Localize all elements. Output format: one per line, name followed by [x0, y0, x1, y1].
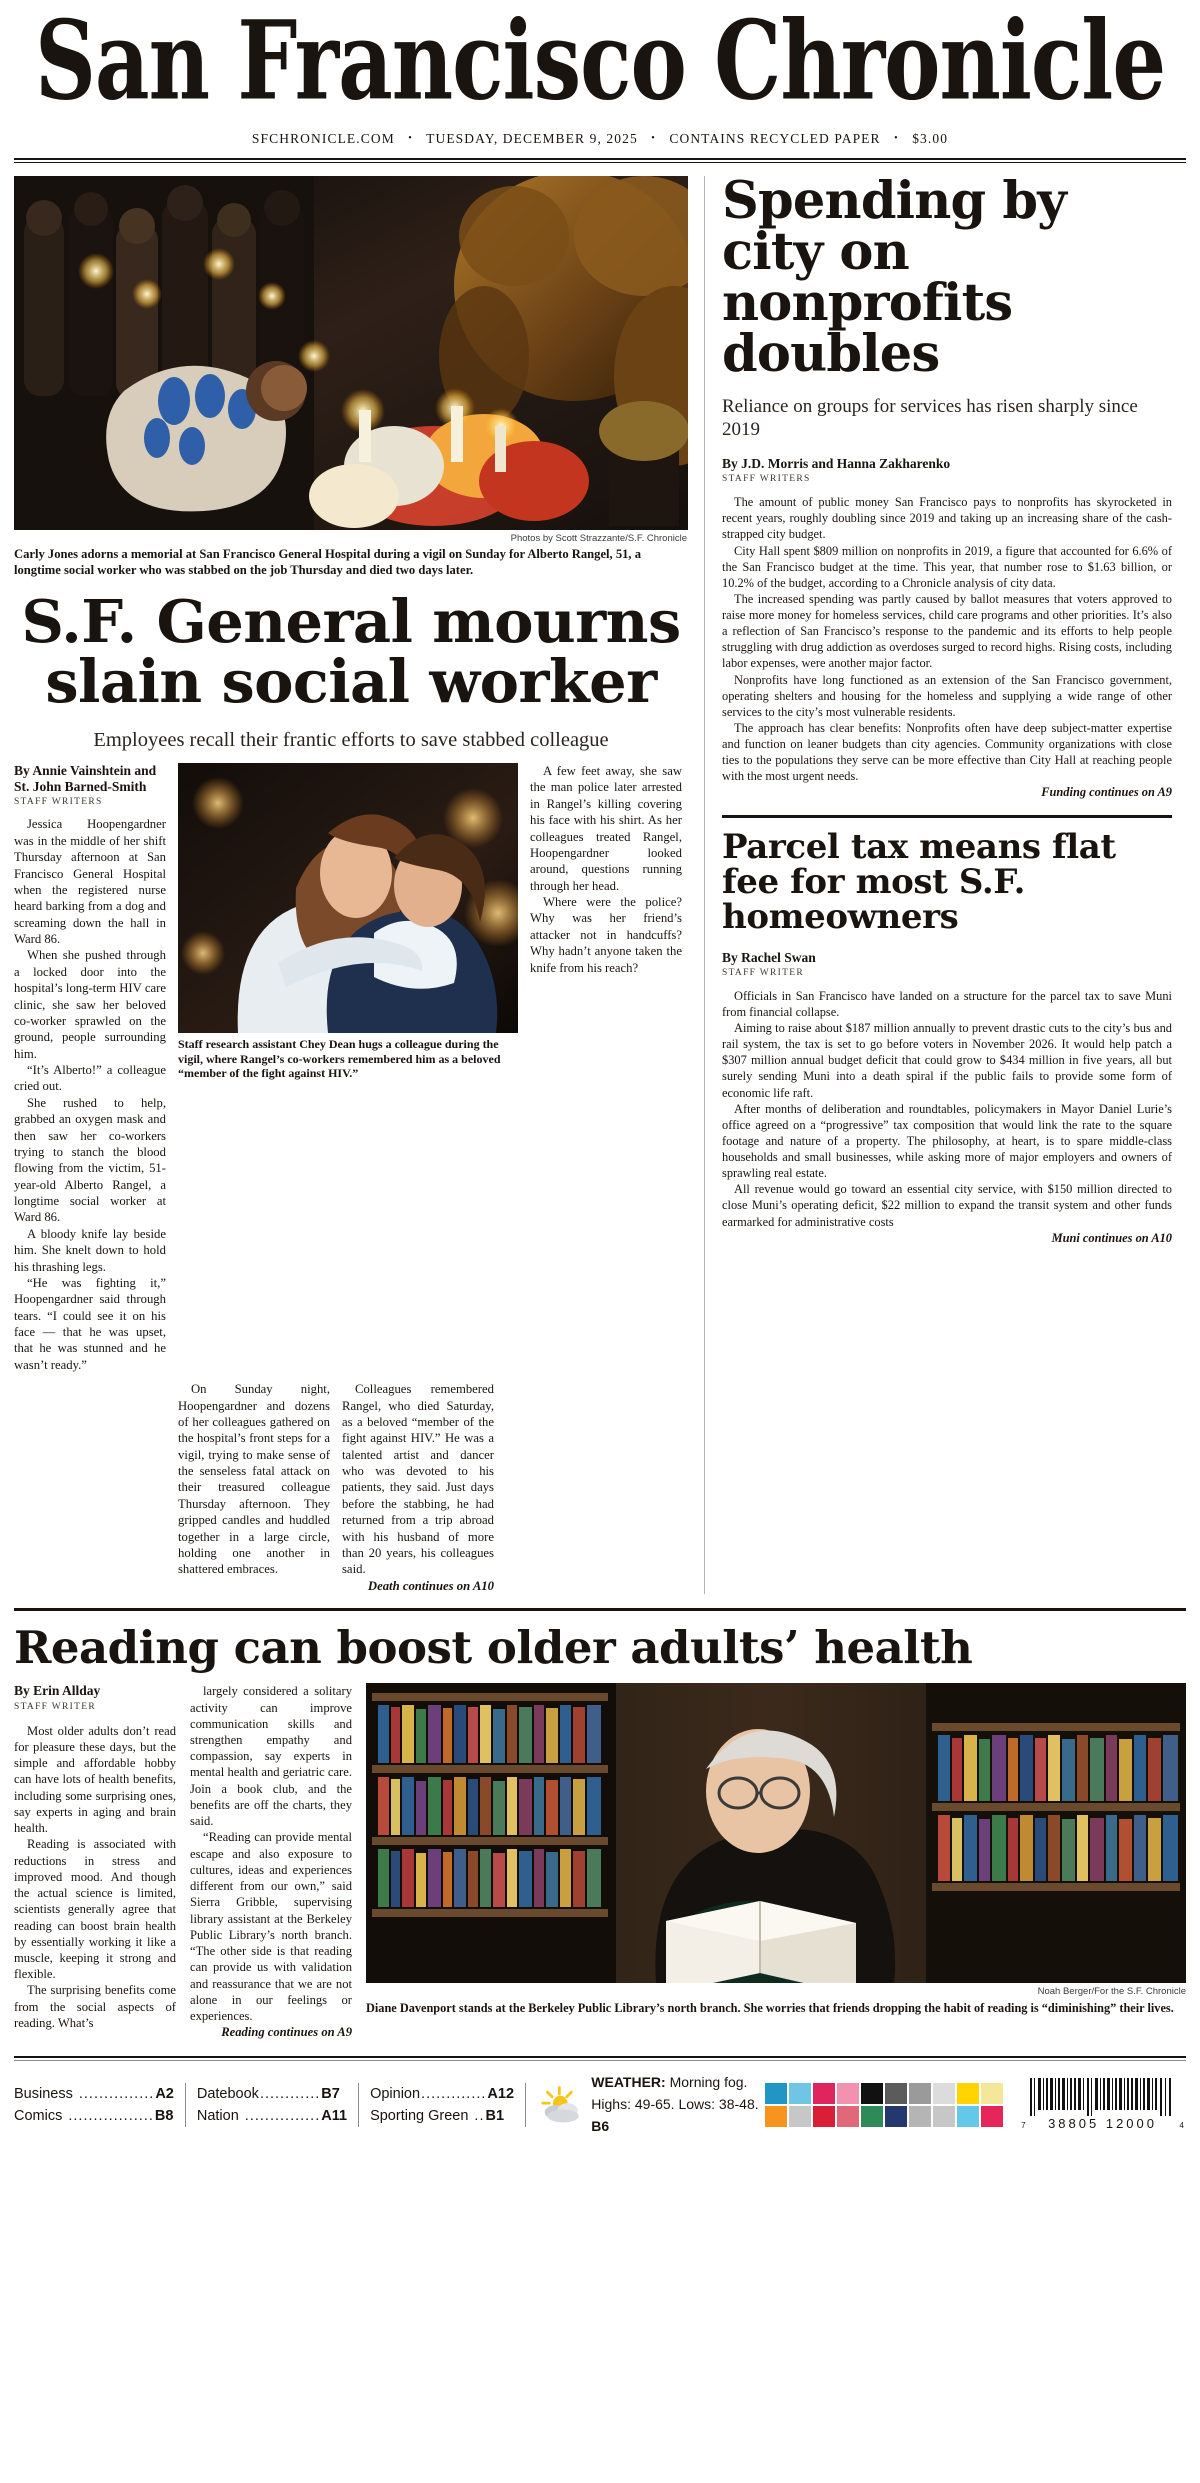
paragraph: The surprising benefits come from the social aspects of reading. What’s — [14, 1983, 176, 2030]
vigil-embrace-photo — [178, 763, 518, 1033]
color-swatch — [909, 2083, 931, 2104]
vigil-embrace-caption: Staff research assistant Chey Dean hugs a colleague during the vigil, where Rangel’s co-workers remembered him as a beloved “member of the fight against HIV.” — [178, 1037, 501, 1081]
color-swatch — [813, 2106, 835, 2127]
lead-jumpline[interactable]: Death continues on A10 — [367, 1578, 494, 1593]
index-entry-page: A2 — [155, 2085, 174, 2102]
index-dots: ............... — [239, 2107, 321, 2124]
lead-byline: By Annie Vainshtein and St. John Barned-Smith — [14, 763, 157, 795]
weather-temperatures: Highs: 49-65. Lows: 38-48. — [591, 2096, 759, 2113]
vigil-embrace-image — [178, 763, 518, 1033]
lead-body-4 — [342, 1381, 494, 1594]
paragraph: Aiming to raise about $187 million annually to prevent drastic cuts to the city’s bus and rail system, the tax is set to go before voters in November 2026. It would help patch a $307 million annual budget deficit that could grow to $434 million in five years, all but surely sending Muni into a death spiral if the public fails to provide some form of economic life raft. — [722, 1021, 1172, 1100]
lead-headline-line-1: S.F. General mourns — [21, 587, 681, 657]
spending-byline-role: STAFF WRITERS — [722, 474, 811, 485]
feature-headline: Reading can boost older adults’ health — [14, 1621, 973, 1675]
paragraph: On Sunday night, Hoopengardner and dozens of her colleagues gathered on the hospital’s front steps for a vigil, trying to make sense of the senseless fatal attack on their treasured colleague Thursday afternoon. They gripped candles and huddled together in a large circle, holding one another in shattered embraces. — [178, 1382, 330, 1577]
color-swatch — [957, 2083, 979, 2104]
color-swatch — [933, 2083, 955, 2104]
paragraph: After months of deliberation and roundtables, policymakers in Mayor Daniel Lurie’s office agreed on a “progressive” tax composition that would link the rate to the square footage and nature of a property. The philosophy, at heart, is to spare middle-class households and small businesses, while asking more of major employers and owners of sprawling real estate. — [722, 1101, 1172, 1181]
library-photo-image — [366, 1683, 1186, 1983]
color-swatch — [837, 2106, 859, 2127]
lead-body-3 — [178, 1381, 330, 1578]
lead-subhead: Employees recall their frantic efforts to save stabbed colleague — [93, 729, 609, 752]
index-group-3 — [370, 2083, 526, 2128]
index-bar — [14, 2072, 1186, 2137]
color-swatch — [957, 2106, 979, 2127]
paragraph: All revenue would go toward an essential city service, with $150 million directed to close Muni’s operating deficit, $22 million to expand the transit system and other funds earmarked for administrative costs — [722, 1182, 1172, 1229]
weather-block — [541, 2072, 765, 2137]
lead-headline — [14, 587, 688, 717]
color-swatch — [765, 2106, 787, 2127]
dateline-date: TUESDAY, DECEMBER 9, 2025 — [426, 131, 638, 147]
parcel-tax-body — [722, 988, 1172, 1246]
index-entry-page: B8 — [154, 2107, 174, 2124]
index-entry-page: B7 — [321, 2085, 340, 2102]
index-entry-page: A12 — [487, 2085, 515, 2102]
lead-story-grid — [14, 763, 688, 1373]
dateline-recycled: CONTAINS RECYCLED PAPER — [669, 131, 881, 147]
lead-photo-caption: Carly Jones adorns a memorial at San Francisco General Hospital during a vigil on Sunday for Alberto Rangel, 51, a longtime social worker who was stabbed on the job Thursday and died two days later. — [14, 547, 642, 578]
paragraph: She rushed to help, grabbed an oxygen mask and then saw her co-workers trying to stanch the blood flowing from the victim, 51-year-old Alberto Rangel, a longtime social worker at Ward 86. — [14, 1095, 166, 1225]
spending-jumpline[interactable]: Funding continues on A9 — [1041, 785, 1172, 800]
barcode-digits: 38805 12000 — [1048, 2116, 1157, 2132]
index-dots: .. — [469, 2107, 485, 2124]
index-dots: ............ — [259, 2085, 321, 2102]
lead-body-2 — [530, 763, 682, 976]
index-dots: ............... — [73, 2085, 155, 2102]
masthead-rule — [14, 158, 1186, 163]
index-dots: ............. — [421, 2085, 487, 2102]
color-swatch — [789, 2083, 811, 2104]
paragraph: Most older adults don’t read for pleasure these days, but the simple and affordable hobby can have lots of health benefits, including some surprising ones, say experts in aging and brain health. — [14, 1723, 176, 1836]
color-swatch — [813, 2083, 835, 2104]
index-entry-name: Datebook — [196, 2085, 259, 2102]
index-rule — [14, 2056, 1186, 2061]
feature-photo-block — [366, 1683, 1186, 2040]
feature-photo-credit: Noah Berger/For the S.F. Chronicle — [1037, 1986, 1186, 1998]
paragraph: City Hall spent $809 million on nonprofits in 2019, a figure that accounted for 6.6% of the San Francisco budget at the time. This year, that number rose to $1.63 billion, or 10.2% of the budget, according to a Chronicle analysis of city data. — [722, 543, 1172, 590]
lead-body-1 — [14, 816, 166, 1373]
dateline-separator-1: • — [408, 133, 413, 145]
index-group-1 — [14, 2083, 186, 2128]
spending-byline: By J.D. Morris and Hanna Zakharenko — [722, 455, 951, 471]
weather-label: WEATHER: — [591, 2074, 666, 2091]
spending-body — [722, 494, 1172, 800]
index-entry[interactable] — [370, 2105, 514, 2127]
color-swatch — [885, 2106, 907, 2127]
lead-headline-line-2: slain social worker — [45, 647, 657, 717]
color-swatch — [981, 2106, 1003, 2127]
lead-column-3-spacer — [14, 1381, 166, 1594]
sun-cloud-icon — [541, 2084, 583, 2126]
lead-byline-role: STAFF WRITERS — [14, 797, 103, 808]
color-swatch — [933, 2106, 955, 2127]
parcel-tax-jumpline[interactable]: Muni continues on A10 — [1051, 1230, 1172, 1245]
index-entry-name: Comics — [14, 2107, 63, 2124]
paragraph: The approach has clear benefits: Nonprofits often have deep subject-matter expertise and function on leaner budgets than city agencies. Community organizations with close ties to the populations they serve can be more effective than City Hall at reaching people with the most urgent needs. — [722, 720, 1172, 784]
paragraph: largely considered a solitary activity can improve communication skills and strengthen empathy and compassion, say experts in mental health and geriatric care. Join a book club, and the benefits are off the charts, they said. — [190, 1684, 352, 1829]
lead-column-1 — [14, 763, 166, 1373]
color-swatch — [789, 2106, 811, 2127]
parcel-tax-byline: By Rachel Swan — [722, 949, 816, 965]
paragraph: When she pushed through a locked door into the hospital’s long-term HIV care clinic, she saw her beloved co-worker sprawled on the ground, people surrounding him. — [14, 948, 166, 1061]
paragraph: Reading is associated with reductions in stress and improved mood. And though the actual science is limited, scientists generally agree that reading can boost brain health by essentially working it like a muscle, keeping it strong and flexible. — [14, 1837, 176, 1982]
feature-grid — [14, 1683, 1186, 2040]
lead-photo-credit: Photos by Scott Strazzante/S.F. Chronicle — [510, 533, 687, 545]
paragraph: Colleagues remembered Rangel, who died Saturday, as a beloved “member of the fight against HIV.” He was a talented artist and dancer who was devoted to his patients, they said. Just days before the stabbing, he had returned from a trip abroad with his husband of more than 20 years, his colleagues said. — [342, 1382, 494, 1577]
color-row-1 — [765, 2083, 1003, 2104]
index-entry-name: Nation — [196, 2107, 239, 2124]
barcode-left-digit: 7 — [1021, 2121, 1026, 2131]
parcel-tax-headline: Parcel tax means flat fee for most S.F. homeowners — [722, 826, 1116, 938]
library-photo — [366, 1683, 1186, 1983]
index-dots: ................. — [63, 2107, 154, 2124]
color-swatch — [861, 2106, 883, 2127]
index-entry-page: B1 — [485, 2107, 505, 2124]
barcode — [1019, 2078, 1186, 2131]
color-swatch — [837, 2083, 859, 2104]
dateline-separator-3: • — [894, 133, 899, 145]
paragraph: Jessica Hoopengardner was in the middle of her shift Thursday afternoon at San Francisco General Hospital when the registered nurse heard barking from a dog and screaming down the hall in Ward 86. — [14, 817, 166, 947]
paragraph: A few feet away, she saw the man police later arrested in Rangel’s killing covering his face with his shirt. As her colleagues treated Rangel, Hoopengardner looked around, questions running through her head. — [530, 764, 682, 893]
feature-jumpline[interactable]: Reading continues on A9 — [221, 2025, 352, 2040]
color-swatch — [885, 2083, 907, 2104]
lead-center-block — [178, 763, 518, 1373]
feature-divider — [14, 1608, 1186, 1611]
feature-byline: By Erin Allday — [14, 1683, 101, 1699]
index-entry[interactable] — [14, 2083, 174, 2105]
paragraph: The increased spending was partly caused by ballot measures that voters approved to raise more money for homeless services, child care programs and other priorities. It’s also a reflection of San Francisco’s response to the pandemic and its efforts to help people struggling with drug addiction as overdoses surged to record highs. Rising costs, including labor expenses, were another major factor. — [722, 591, 1172, 671]
lead-photo-vigil — [14, 176, 688, 530]
index-entry[interactable] — [14, 2105, 174, 2127]
feature-byline-role: STAFF WRITER — [14, 1702, 96, 1713]
paragraph: “Reading can provide mental escape and also exposure to cultures, ideas and experiences different from our own,” said Sierra Gribble, supervising library assistant at the Berkeley Public Library’s north branch. “The other side is that reading can provide us with validation and reassurance that we are not alone in our feelings or experiences. — [190, 1830, 352, 2023]
lead-column-5-spacer — [506, 1381, 658, 1594]
index-entry-name: Business — [14, 2085, 73, 2102]
paragraph: “He was fighting it,” Hoopengardner said through tears. “I could see it on his face — that he was upset, that he was stunned and he wasn’t ready.” — [14, 1275, 166, 1372]
index-entry[interactable] — [197, 2083, 347, 2105]
color-registration-bars — [765, 2083, 1003, 2127]
weather-text — [591, 2072, 765, 2137]
feature-column-1 — [14, 1683, 176, 2040]
dateline — [14, 131, 1186, 147]
spending-subhead: Reliance on groups for services has risen sharply since 2019 — [722, 396, 1138, 441]
paragraph: The amount of public money San Francisco pays to nonprofits has skyrocketed in recent years, roughly doubling since 2019 and taking up an increasing share of the cash-strapped city budget. — [722, 495, 1172, 542]
lead-column-3 — [178, 1381, 330, 1594]
spending-headline: Spending by city on nonprofits doubles — [722, 171, 1067, 385]
paragraph: “It’s Alberto!” a colleague cried out. — [14, 1063, 166, 1094]
color-swatch — [981, 2083, 1003, 2104]
right-rail-divider — [722, 815, 1172, 818]
index-entry-name: Sporting Green — [370, 2107, 469, 2124]
lead-column-2 — [530, 763, 682, 1373]
index-entry[interactable] — [197, 2105, 347, 2127]
barcode-bars — [1028, 2078, 1178, 2116]
index-group-2 — [197, 2083, 359, 2128]
paragraph: A bloody knife lay beside him. She knelt down to hold his thrashing legs. — [14, 1226, 166, 1274]
paragraph: Nonprofits have long functioned as an extension of the San Francisco government, operating shelters and housing for the homeless and supplying a wide range of other services to the city’s most vulnerable residents. — [722, 672, 1172, 719]
index-entry-page: A11 — [321, 2107, 348, 2124]
color-swatch — [765, 2083, 787, 2104]
weather-page: B6 — [591, 2117, 610, 2134]
dateline-separator-2: • — [651, 133, 656, 145]
top-section — [14, 171, 1186, 1594]
index-entry[interactable] — [370, 2083, 514, 2105]
weather-condition: Morning fog. — [669, 2074, 748, 2091]
feature-photo-caption: Diane Davenport stands at the Berkeley Public Library’s north branch. She worries that friends dropping the habit of reading is “diminishing” their lives. — [366, 2001, 1174, 2016]
paragraph: Where were the police? Why was her friend’s attacker not in handcuffs? Why hadn’t anyone taken the knife from his reach? — [530, 895, 682, 975]
masthead-title: San Francisco Chronicle — [34, 0, 1166, 125]
parcel-tax-byline-role: STAFF WRITER — [722, 967, 804, 978]
right-rail — [704, 171, 1172, 1594]
lead-column-4 — [342, 1381, 494, 1594]
index-entry-name: Opinion — [370, 2085, 421, 2102]
lead-photo-image — [14, 176, 688, 530]
dateline-website: SFCHRONICLE.COM — [251, 131, 395, 147]
lead-story-grid-lower — [14, 1381, 688, 1594]
barcode-right-digit: 4 — [1179, 2121, 1184, 2131]
dateline-price: $3.00 — [912, 131, 949, 147]
color-row-2 — [765, 2106, 1003, 2127]
lead-story-column — [14, 176, 704, 1594]
feature-column-2 — [190, 1683, 352, 2040]
color-swatch — [861, 2083, 883, 2104]
paragraph: Officials in San Francisco have landed on a structure for the parcel tax to save Muni from financial collapse. — [722, 988, 1172, 1019]
color-swatch — [909, 2106, 931, 2127]
masthead — [14, 0, 1186, 163]
